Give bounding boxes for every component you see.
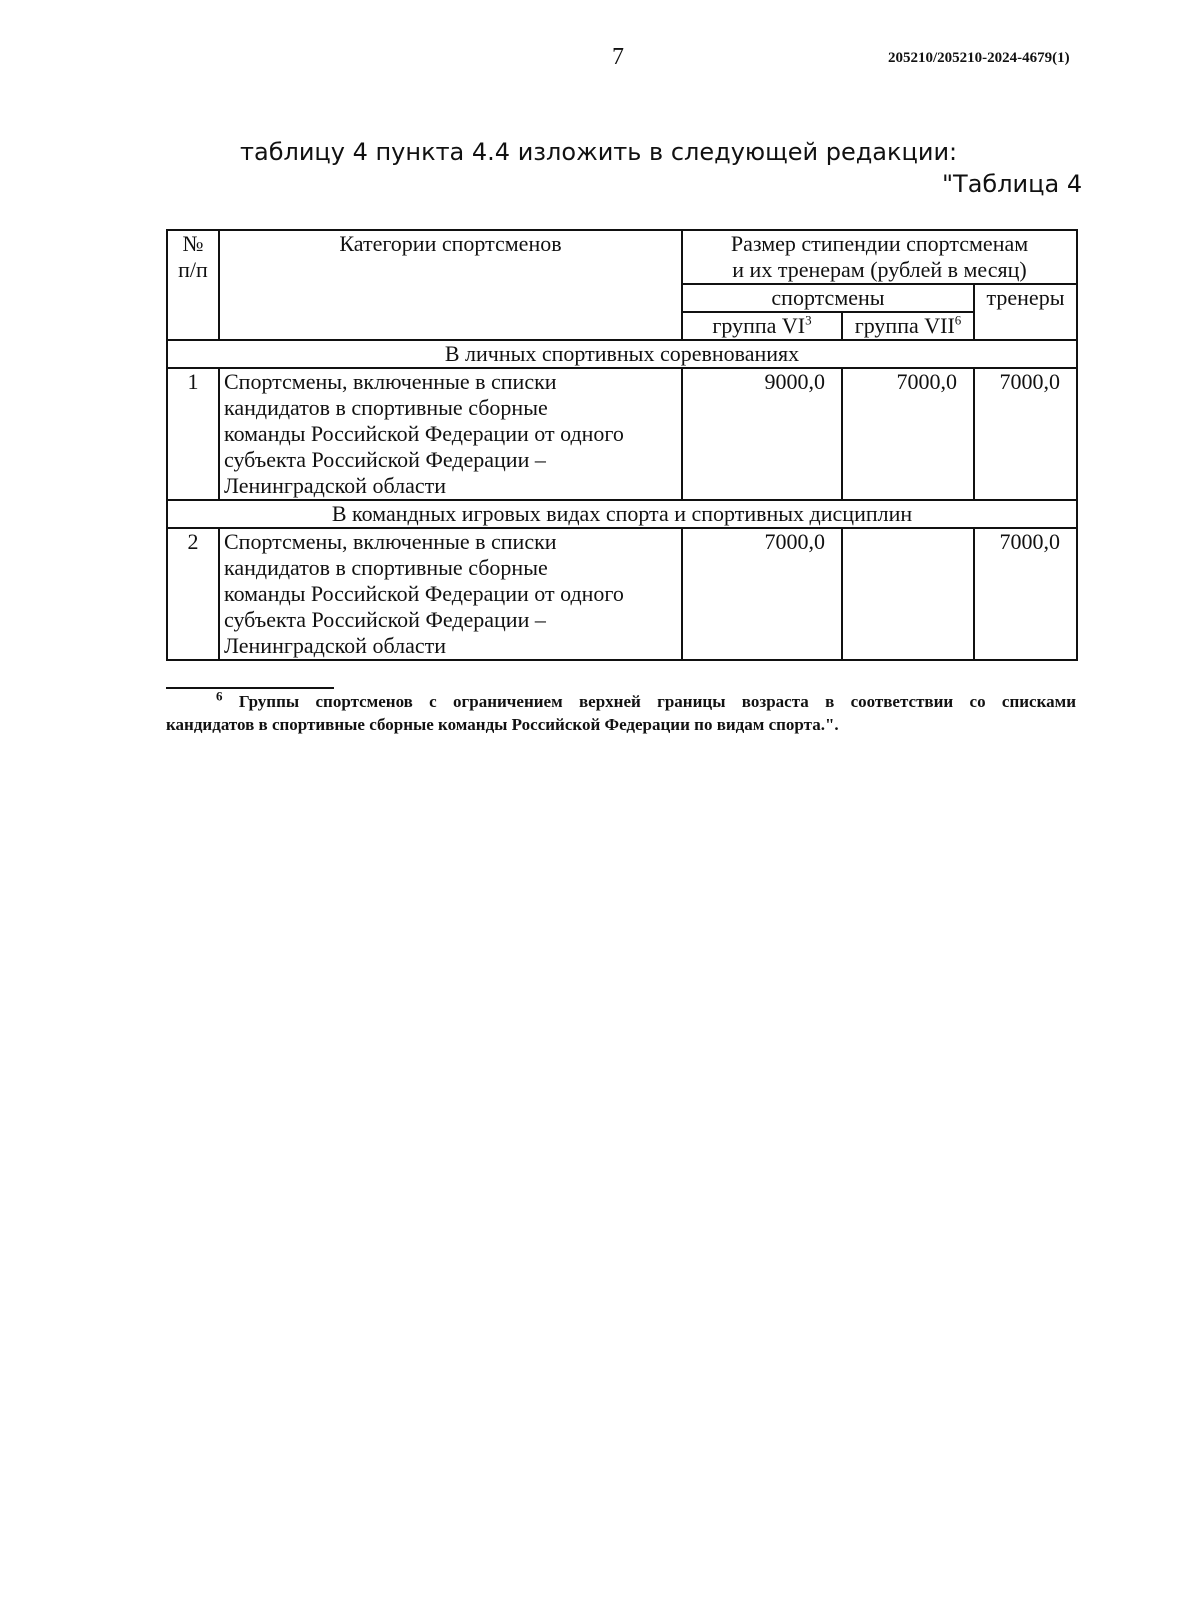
row-number: 2 <box>167 528 219 660</box>
header-stipend-size-line-2: и их тренерам (рублей в месяц) <box>732 257 1027 282</box>
header-num-line-2: п/п <box>178 257 208 282</box>
cell-group-vii <box>842 528 974 660</box>
header-row-1 <box>167 230 1077 284</box>
table-row <box>167 528 1077 660</box>
header-num-line-1: № <box>182 231 204 256</box>
header-stipend-size-line-1: Размер стипендии спортсменам <box>730 231 1029 256</box>
row-category-line: Ленинградской области <box>224 473 446 498</box>
header-coaches: тренеры <box>974 284 1077 340</box>
row-category-line: команды Российской Федерации от одного <box>224 581 624 606</box>
row-category-line: кандидатов в спортивные сборные <box>224 395 548 420</box>
footnote-mark: 6 <box>216 688 223 704</box>
header-group-vii <box>842 312 974 340</box>
row-category-line: субъекта Российской Федерации – <box>224 607 546 632</box>
header-category: Категории спортсменов <box>219 230 682 340</box>
cell-coaches: 7000,0 <box>974 368 1077 500</box>
cell-group-vii: 7000,0 <box>842 368 974 500</box>
footnote <box>166 690 1076 736</box>
row-category-line: субъекта Российской Федерации – <box>224 447 546 472</box>
row-category-line: Спортсмены, включенные в списки <box>224 529 557 554</box>
table-row <box>167 368 1077 500</box>
header-group-vi-note: 3 <box>805 312 812 328</box>
section-title-individual: В личных спортивных соревнованиях <box>167 340 1077 368</box>
section-row <box>167 340 1077 368</box>
document-id: 205210/205210-2024-4679(1) <box>888 50 1070 66</box>
header-stipend-size <box>682 230 1077 284</box>
row-number: 1 <box>167 368 219 500</box>
cell-group-vi: 7000,0 <box>682 528 842 660</box>
table-caption: "Таблица 4 <box>942 170 1083 198</box>
cell-coaches: 7000,0 <box>974 528 1077 660</box>
cell-group-vi: 9000,0 <box>682 368 842 500</box>
header-group-vi-label: группа VI <box>712 313 806 338</box>
header-group-vii-note: 6 <box>954 312 962 328</box>
header-athletes: спортсмены <box>682 284 974 312</box>
row-category-line: кандидатов в спортивные сборные <box>224 555 548 580</box>
section-row <box>167 500 1077 528</box>
footnote-line-1 <box>166 690 1076 713</box>
footnote-separator <box>166 687 334 689</box>
row-category-line: Ленинградской области <box>224 633 446 658</box>
footnote-text-2: кандидатов в спортивные сборные команды Российской Федерации по видам спорта.". <box>166 715 839 734</box>
stipend-table <box>166 229 1078 661</box>
header-num <box>167 230 219 340</box>
header-group-vi <box>682 312 842 340</box>
footnote-text-1: Группы спортсменов с ограничением верхней границы возраста в соответствии со списками <box>222 692 1076 711</box>
row-category <box>219 528 682 660</box>
row-category-line: Спортсмены, включенные в списки <box>224 369 557 394</box>
header-group-vii-label: группа VII <box>854 313 955 338</box>
row-category-line: команды Российской Федерации от одного <box>224 421 624 446</box>
page-number: 7 <box>612 44 624 70</box>
row-category <box>219 368 682 500</box>
intro-text: таблицу 4 пункта 4.4 изложить в следующей редакции: <box>240 138 958 166</box>
section-title-team: В командных игровых видах спорта и спортивных дисциплин <box>167 500 1077 528</box>
